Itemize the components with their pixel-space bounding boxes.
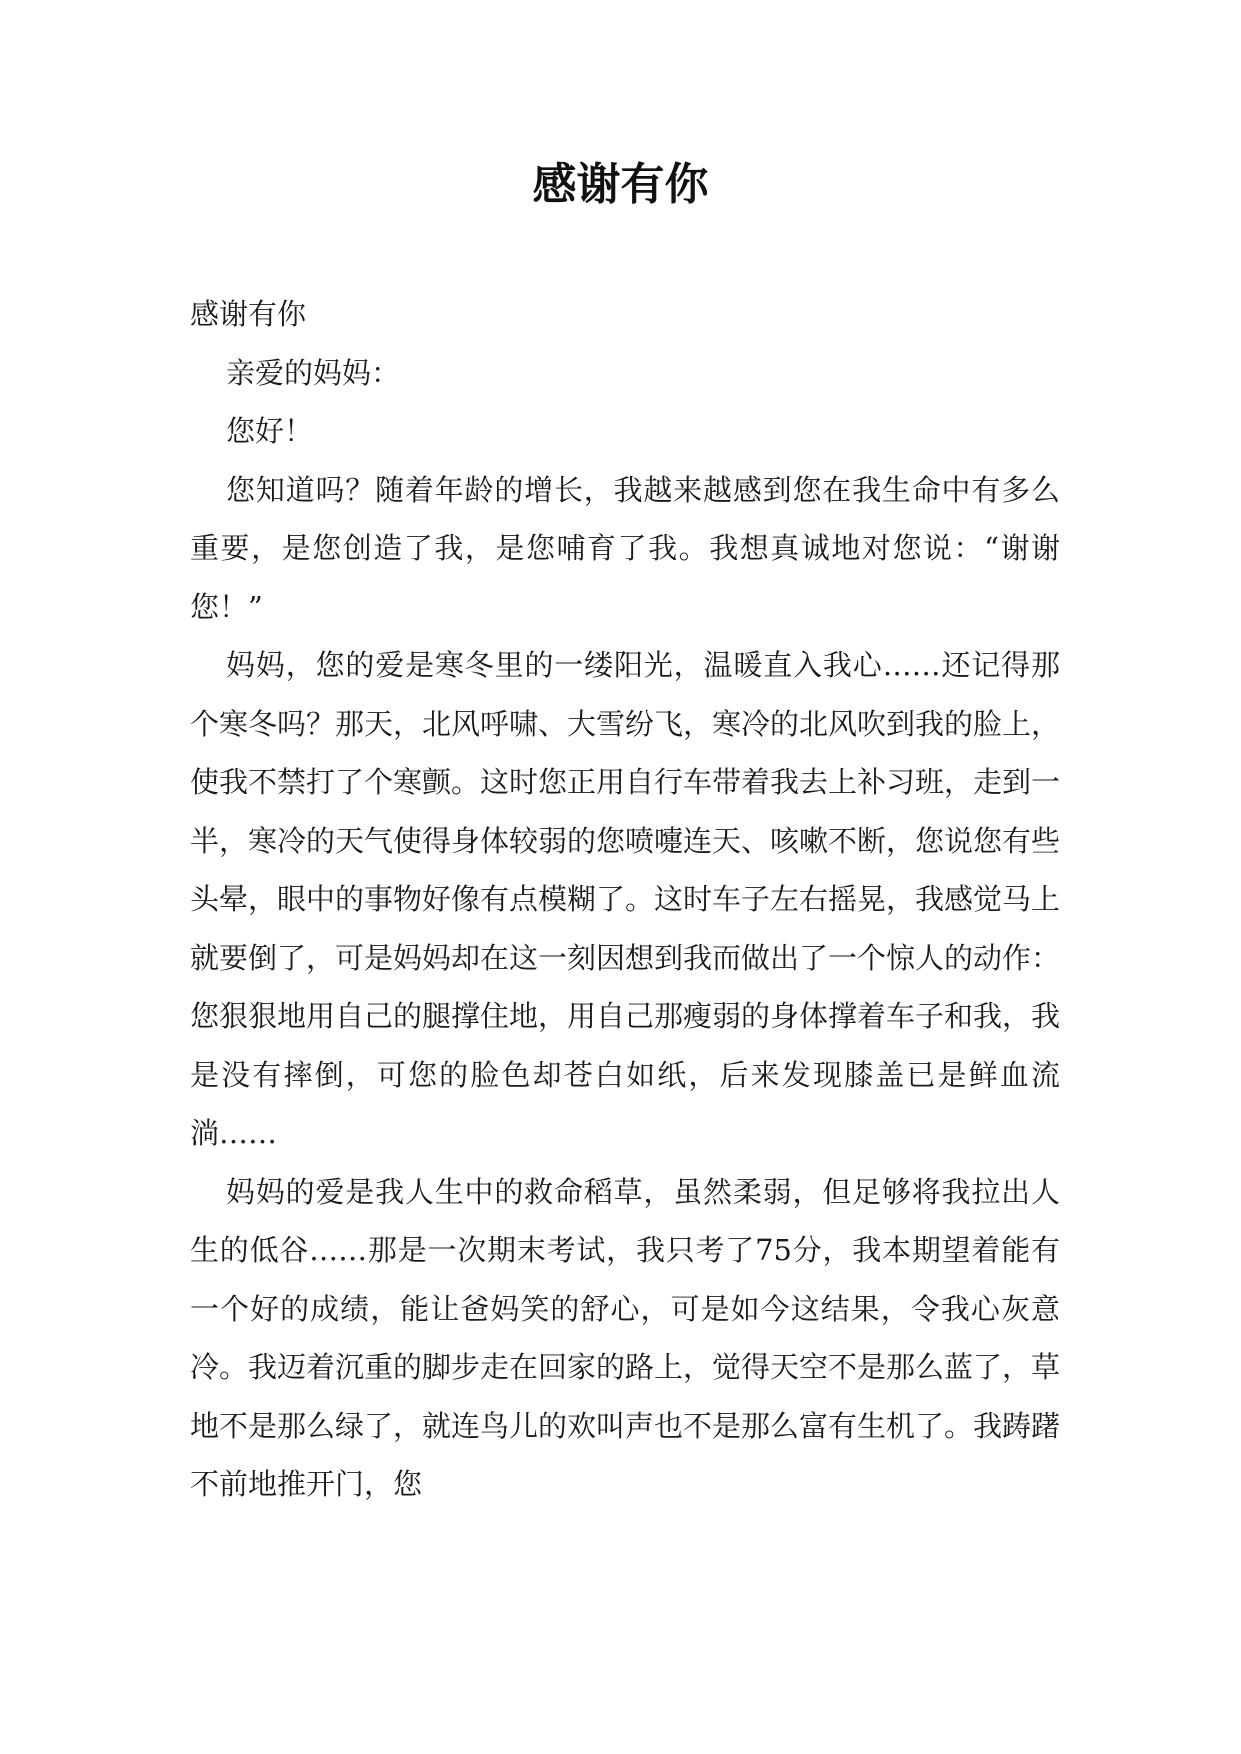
paragraph: 妈妈的爱是我人生中的救命稻草，虽然柔弱，但足够将我拉出人生的低谷……那是一次期末考试，我只考了75分，我本期望着能有一个好的成绩，能让爸妈笑的舒心，可是如今这结果，令我心灰意冷。我迈着沉重的脚步走在回家的路上，觉得天空不是那么蓝了，草地不是那么绿了，就连鸟儿的欢叫声也不是那么富有生机了。我踌躇不前地推开门，您 — [190, 1174, 1061, 1501]
paragraph: 您知道吗？随着年龄的增长，我越来越感到您在我生命中有多么重要，是您创造了我，是您哺育了我。我想真诚地对您说：“谢谢您！” — [190, 472, 1060, 624]
paragraph: 妈妈，您的爱是寒冬里的一缕阳光，温暖直入我心……还记得那个寒冬吗？那天，北风呼啸、大雪纷飞，寒冷的北风吹到我的脸上，使我不禁打了个寒颤。这时您正用自行车带着我去上补习班，走到一半，寒冷的天气使得身体较弱的您喷嚏连天、咳嗽不断，您说您有些头晕，眼中的事物好像有点模糊了。这时车子左右摇晃，我感觉马上就要倒了，可是妈妈却在这一刻因想到我而做出了一个惊人的动作：您狠狠地用自己的腿撑住地，用自己那瘦弱的身体撑着车子和我，我是没有摔倒，可您的脸色却苍白如纸，后来发现膝盖已是鲜血流淌…… — [190, 648, 1061, 1150]
paragraph: 亲爱的妈妈： — [226, 355, 401, 390]
paragraph: 您好！ — [226, 414, 314, 448]
document-title: 感谢有你 — [532, 159, 709, 210]
document-body — [190, 285, 1060, 1514]
paragraph: 感谢有你 — [190, 297, 307, 331]
